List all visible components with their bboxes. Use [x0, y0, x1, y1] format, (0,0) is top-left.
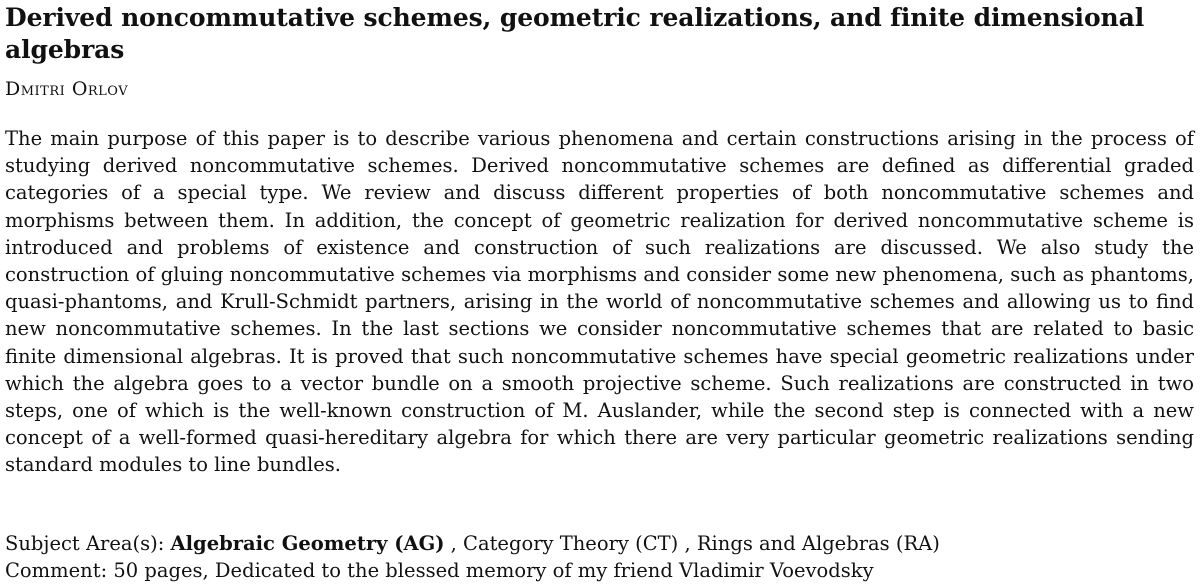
comment-text: 50 pages, Dedicated to the blessed memory of my friend Vladimir Voevodsky [113, 559, 874, 582]
paper-metadata [5, 530, 1194, 584]
secondary-subjects: , Category Theory (CT) , Rings and Algebras (RA) [450, 532, 940, 555]
paper-abstract: The main purpose of this paper is to describe various phenomena and certain constructions arising in the process of studying derived noncommutative schemes. Derived noncommutative schemes are defined as differential graded categories of a special type. We review and discuss different properties of both noncommutative schemes and morphisms between them. In addition, the concept of geometric realization for derived noncommutative scheme is introduced and problems of existence and construction of such realizations are discussed. We also study the construction of gluing noncommutative schemes via morphisms and consider some new phenomena, such as phantoms, quasi-phantoms, and Krull-Schmidt partners, arising in the world of noncommutative schemes and allowing us to find new noncommutative schemes. In the last sections we consider noncommutative schemes that are related to basic finite dimensional algebras. It is proved that such noncommutative schemes have special geometric realizations under which the algebra goes to a vector bundle on a smooth projective scheme. Such realizations are constructed in two steps, one of which is the well-known construction of M. Auslander, while the second step is connected with a new concept of a well-formed quasi-hereditary algebra for which there are very particular geometric realizations sending standard modules to line bundles. [5, 127, 1194, 477]
primary-subject: Algebraic Geometry (AG) [170, 532, 445, 555]
paper-comment [5, 557, 1194, 584]
comment-label: Comment: [5, 559, 108, 582]
subject-areas [5, 530, 1194, 557]
paper-author: Dmitri Orlov [5, 78, 129, 100]
paper-title: Derived noncommutative schemes, geometric realizations, and finite dimensional algebras [5, 3, 1145, 64]
subject-areas-label: Subject Area(s): [5, 532, 165, 555]
